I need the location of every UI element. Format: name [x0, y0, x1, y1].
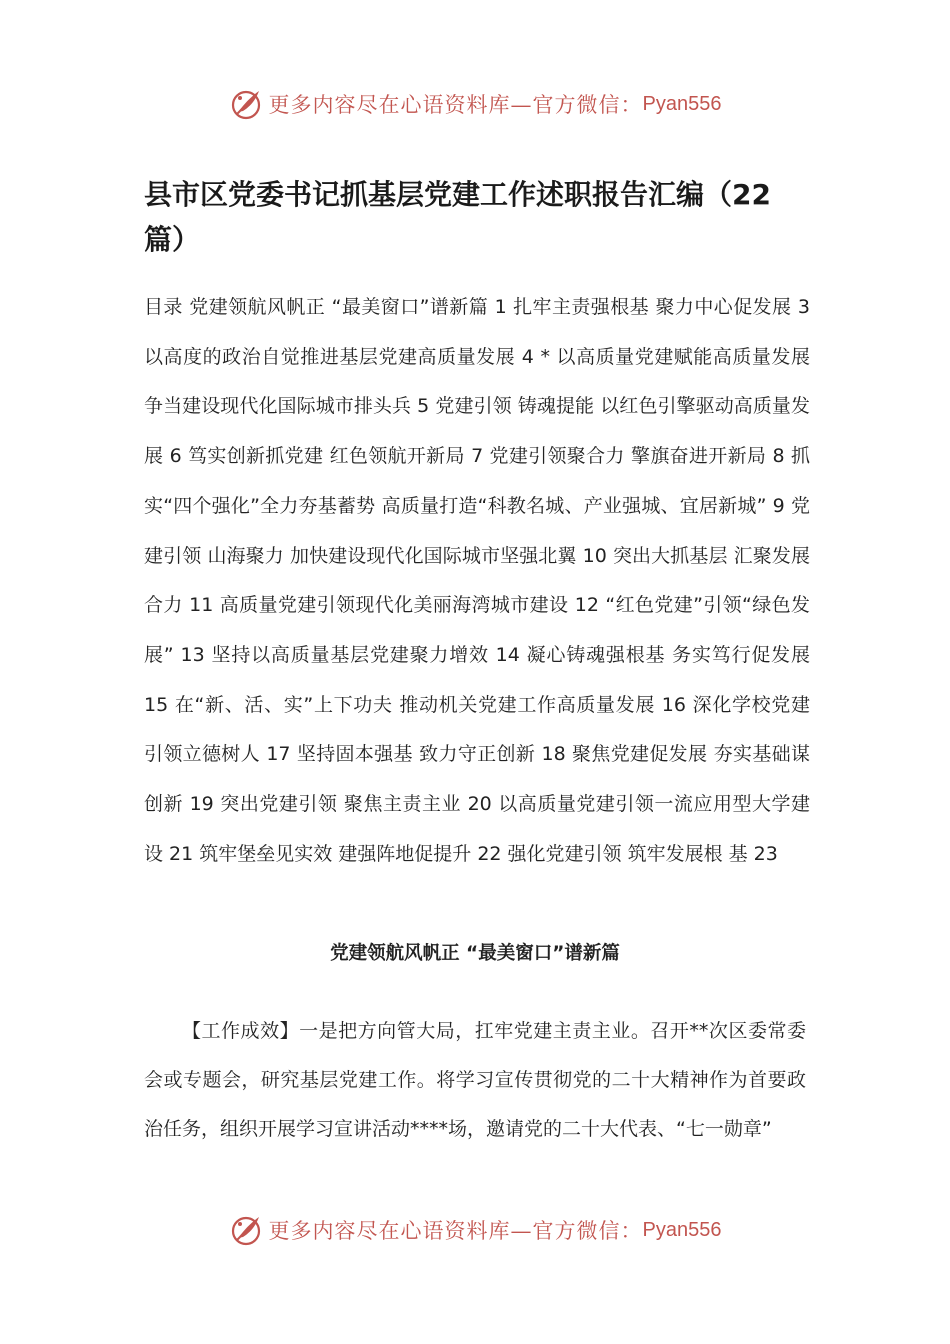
header-wechat-id: Pyan556 — [642, 92, 722, 115]
header-watermark-banner — [0, 84, 950, 124]
quill-pen-logo-icon — [229, 86, 265, 122]
footer-banner-text: 更多内容尽在心语资料库—官方微信： — [268, 1219, 643, 1243]
body-paragraph: 【工作成效】一是把方向管大局，扛牢党建主责主业。召开**次区委常委会或专题会，研究基层党建工作。将学习宣传贯彻党的二十大精神作为首要政治任务，组织开展学习宣讲活动****场，邀请党的二十大代表、“七一勋章” — [144, 1020, 806, 1140]
footer-watermark-banner — [0, 1210, 950, 1250]
document-title: 县市区党委书记抓基层党建工作述职报告汇编（22篇） — [144, 178, 771, 256]
quill-pen-logo-icon — [229, 1212, 265, 1248]
header-banner-text: 更多内容尽在心语资料库—官方微信： — [268, 93, 643, 117]
section-heading: 党建领航风帆正 “最美窗口”谱新篇 — [330, 943, 620, 964]
footer-wechat-id: Pyan556 — [642, 1218, 722, 1241]
table-of-contents: 目录 党建领航风帆正 “最美窗口”谱新篇 1 扎牢主责强根基 聚力中心促发展 3 以高度的政治自觉推进基层党建高质量发展 4 * 以高质量党建赋能高质量发展 争当建设现代化国际城市排头兵 5 党建引领 铸魂提能 以红色引擎驱动高质量发展 6 笃实创新抓党建 红色领航开新局 7 党建引领聚合力 擎旗奋进开新局 8 抓实“四个强化”全力夯基蓄势 高质量打造“科教名城、产业强城、宜居新城” 9 党建引领 山海聚力 加快建设现代化国际城市坚强北翼 10 突出大抓基层 汇聚发展合力 11 高质量党建引领现代化美丽海湾城市建设 12 “红色党建”引领“绿色发展” 13 坚持以高质量基层党建聚力增效 14 凝心铸魂强根基 务实笃行促发展 15 在“新、活、实”上下功夫 推动机关党建工作高质量发展 16 深化学校党建 引领立德树人 17 坚持固本强基 致力守正创新 18 聚焦党建促发展 夯实基础谋创新 19 突出党建引领 聚焦主责主业 20 以高质量党建引领一流应用型大学建设 21 筑牢堡垒见实效 建强阵地促提升 22 强化党建引领 筑牢发展根 基 23 — [144, 296, 810, 865]
